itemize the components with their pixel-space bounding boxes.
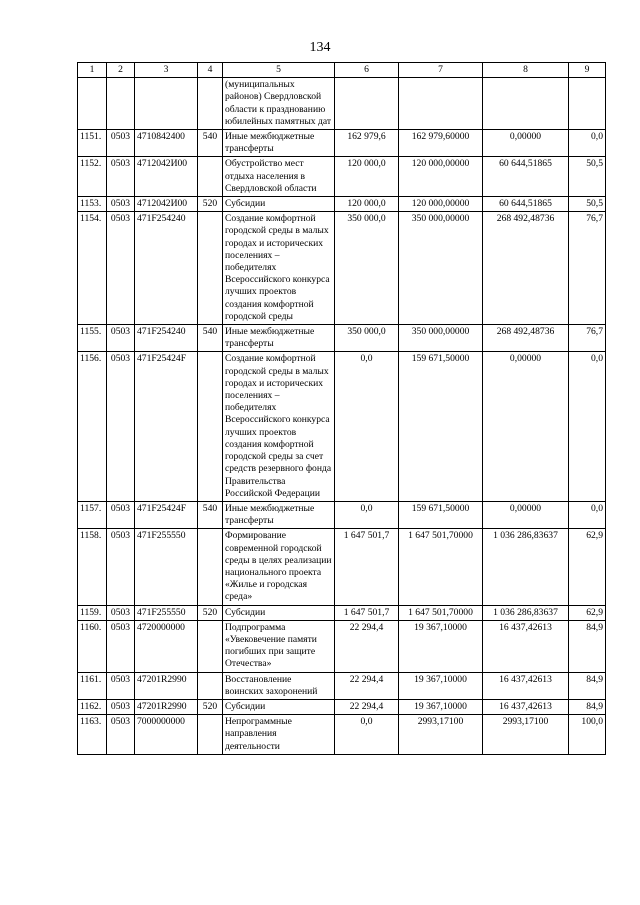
refined-amount-cell: 19 367,10000 — [399, 672, 483, 699]
section-code-cell: 0503 — [107, 605, 135, 620]
expense-type-cell — [198, 715, 223, 755]
table-row — [78, 605, 606, 620]
row-number-cell: 1161. — [78, 672, 107, 699]
refined-amount-cell: 120 000,00000 — [399, 157, 483, 197]
row-number-cell — [78, 78, 107, 130]
expense-type-cell — [198, 157, 223, 197]
row-number-cell: 1153. — [78, 197, 107, 212]
target-article-cell: 471F255550 — [135, 529, 198, 605]
expense-type-cell: 540 — [198, 130, 223, 157]
expense-type-cell: 520 — [198, 197, 223, 212]
target-article-cell: 471F25424F — [135, 501, 198, 528]
expense-type-cell — [198, 352, 223, 501]
item-name-cell: Субсидии — [223, 605, 335, 620]
approved-amount-cell: 1 647 501,7 — [335, 605, 399, 620]
column-header: 7 — [399, 63, 483, 78]
execution-percent-cell: 76,7 — [569, 325, 606, 352]
execution-percent-cell: 84,9 — [569, 672, 606, 699]
target-article-cell: 471F254240 — [135, 212, 198, 325]
execution-percent-cell: 84,9 — [569, 620, 606, 672]
section-code-cell — [107, 78, 135, 130]
executed-amount-cell: 60 644,51865 — [483, 157, 569, 197]
executed-amount-cell: 2993,17100 — [483, 715, 569, 755]
execution-percent-cell: 0,0 — [569, 130, 606, 157]
approved-amount-cell: 0,0 — [335, 715, 399, 755]
target-article-cell: 4712042И00 — [135, 197, 198, 212]
budget-table — [77, 62, 606, 755]
executed-amount-cell: 16 437,42613 — [483, 620, 569, 672]
approved-amount-cell — [335, 78, 399, 130]
table-row — [78, 78, 606, 130]
column-header: 9 — [569, 63, 606, 78]
target-article-cell: 4720000000 — [135, 620, 198, 672]
section-code-cell: 0503 — [107, 212, 135, 325]
refined-amount-cell: 350 000,00000 — [399, 212, 483, 325]
executed-amount-cell — [483, 78, 569, 130]
executed-amount-cell: 0,00000 — [483, 352, 569, 501]
executed-amount-cell: 1 036 286,83637 — [483, 529, 569, 605]
target-article-cell: 471F25424F — [135, 352, 198, 501]
execution-percent-cell: 84,9 — [569, 699, 606, 714]
executed-amount-cell: 16 437,42613 — [483, 699, 569, 714]
table-row — [78, 501, 606, 528]
executed-amount-cell: 16 437,42613 — [483, 672, 569, 699]
execution-percent-cell: 100,0 — [569, 715, 606, 755]
expense-type-cell: 520 — [198, 605, 223, 620]
table-row — [78, 325, 606, 352]
executed-amount-cell: 268 492,48736 — [483, 212, 569, 325]
row-number-cell: 1156. — [78, 352, 107, 501]
column-header: 3 — [135, 63, 198, 78]
section-code-cell: 0503 — [107, 672, 135, 699]
table-row — [78, 620, 606, 672]
approved-amount-cell: 22 294,4 — [335, 620, 399, 672]
execution-percent-cell: 62,9 — [569, 605, 606, 620]
row-number-cell: 1157. — [78, 501, 107, 528]
item-name-cell: Создание комфортной городской среды в малых городах и исторических поселениях – победителях Всероссийского конкурса лучших проектов создания комфортной городской среды — [223, 212, 335, 325]
section-code-cell: 0503 — [107, 157, 135, 197]
target-article-cell: 471F255550 — [135, 605, 198, 620]
approved-amount-cell: 120 000,0 — [335, 157, 399, 197]
executed-amount-cell: 60 644,51865 — [483, 197, 569, 212]
expense-type-cell: 540 — [198, 501, 223, 528]
execution-percent-cell: 50,5 — [569, 197, 606, 212]
row-number-cell: 1152. — [78, 157, 107, 197]
row-number-cell: 1159. — [78, 605, 107, 620]
column-header: 8 — [483, 63, 569, 78]
target-article-cell: 47201R2990 — [135, 699, 198, 714]
expense-type-cell — [198, 672, 223, 699]
item-name-cell: Иные межбюджетные трансферты — [223, 501, 335, 528]
refined-amount-cell: 350 000,00000 — [399, 325, 483, 352]
table-body — [78, 78, 606, 755]
table-row — [78, 352, 606, 501]
target-article-cell: 47201R2990 — [135, 672, 198, 699]
refined-amount-cell: 162 979,60000 — [399, 130, 483, 157]
approved-amount-cell: 350 000,0 — [335, 325, 399, 352]
item-name-cell: Обустройство мест отдыха населения в Свердловской области — [223, 157, 335, 197]
target-article-cell: 471F254240 — [135, 325, 198, 352]
section-code-cell: 0503 — [107, 715, 135, 755]
column-header: 5 — [223, 63, 335, 78]
item-name-cell: Иные межбюджетные трансферты — [223, 130, 335, 157]
row-number-cell: 1155. — [78, 325, 107, 352]
refined-amount-cell: 159 671,50000 — [399, 501, 483, 528]
item-name-cell: Создание комфортной городской среды в малых городах и исторических поселениях – победителях Всероссийского конкурса лучших проектов создания комфортной городской среды за счет средств резервного фонда Правительства Российской Федерации — [223, 352, 335, 501]
section-code-cell: 0503 — [107, 130, 135, 157]
expense-type-cell — [198, 620, 223, 672]
refined-amount-cell: 19 367,10000 — [399, 620, 483, 672]
section-code-cell: 0503 — [107, 501, 135, 528]
execution-percent-cell: 0,0 — [569, 501, 606, 528]
executed-amount-cell: 1 036 286,83637 — [483, 605, 569, 620]
expense-type-cell: 520 — [198, 699, 223, 714]
approved-amount-cell: 0,0 — [335, 352, 399, 501]
approved-amount-cell: 162 979,6 — [335, 130, 399, 157]
item-name-cell: Субсидии — [223, 197, 335, 212]
section-code-cell: 0503 — [107, 352, 135, 501]
table-row — [78, 157, 606, 197]
row-number-cell: 1151. — [78, 130, 107, 157]
executed-amount-cell: 268 492,48736 — [483, 325, 569, 352]
table-row — [78, 715, 606, 755]
section-code-cell: 0503 — [107, 325, 135, 352]
expense-type-cell: 540 — [198, 325, 223, 352]
table-row — [78, 197, 606, 212]
refined-amount-cell: 1 647 501,70000 — [399, 529, 483, 605]
target-article-cell: 7000000000 — [135, 715, 198, 755]
section-code-cell: 0503 — [107, 620, 135, 672]
section-code-cell: 0503 — [107, 529, 135, 605]
approved-amount-cell: 22 294,4 — [335, 672, 399, 699]
item-name-cell: Восстановление воинских захоронений — [223, 672, 335, 699]
expense-type-cell — [198, 529, 223, 605]
approved-amount-cell: 350 000,0 — [335, 212, 399, 325]
target-article-cell: 4710842400 — [135, 130, 198, 157]
item-name-cell: (муниципальных районов) Свердловской области к празднованию юбилейных памятных дат — [223, 78, 335, 130]
table-row — [78, 672, 606, 699]
row-number-cell: 1158. — [78, 529, 107, 605]
executed-amount-cell: 0,00000 — [483, 130, 569, 157]
approved-amount-cell: 1 647 501,7 — [335, 529, 399, 605]
expense-type-cell — [198, 212, 223, 325]
approved-amount-cell: 120 000,0 — [335, 197, 399, 212]
approved-amount-cell: 0,0 — [335, 501, 399, 528]
row-number-cell: 1163. — [78, 715, 107, 755]
table-row — [78, 529, 606, 605]
item-name-cell: Иные межбюджетные трансферты — [223, 325, 335, 352]
section-code-cell: 0503 — [107, 197, 135, 212]
execution-percent-cell — [569, 78, 606, 130]
section-code-cell: 0503 — [107, 699, 135, 714]
table-row — [78, 212, 606, 325]
executed-amount-cell: 0,00000 — [483, 501, 569, 528]
item-name-cell: Формирование современной городской среды в целях реализации национального проекта «Жилье и городская среда» — [223, 529, 335, 605]
refined-amount-cell: 2993,17100 — [399, 715, 483, 755]
row-number-cell: 1162. — [78, 699, 107, 714]
refined-amount-cell: 159 671,50000 — [399, 352, 483, 501]
refined-amount-cell: 120 000,00000 — [399, 197, 483, 212]
execution-percent-cell: 62,9 — [569, 529, 606, 605]
column-header: 4 — [198, 63, 223, 78]
target-article-cell — [135, 78, 198, 130]
expense-type-cell — [198, 78, 223, 130]
table-header-row — [78, 63, 606, 78]
table-row — [78, 130, 606, 157]
item-name-cell: Подпрограмма «Увековечение памяти погибших при защите Отечества» — [223, 620, 335, 672]
row-number-cell: 1160. — [78, 620, 107, 672]
column-header: 1 — [78, 63, 107, 78]
page-number: 134 — [309, 40, 331, 55]
column-header: 2 — [107, 63, 135, 78]
refined-amount-cell: 19 367,10000 — [399, 699, 483, 714]
execution-percent-cell: 76,7 — [569, 212, 606, 325]
execution-percent-cell: 0,0 — [569, 352, 606, 501]
item-name-cell: Непрограммные направления деятельности — [223, 715, 335, 755]
approved-amount-cell: 22 294,4 — [335, 699, 399, 714]
item-name-cell: Субсидии — [223, 699, 335, 714]
table-row — [78, 699, 606, 714]
target-article-cell: 4712042И00 — [135, 157, 198, 197]
column-header: 6 — [335, 63, 399, 78]
refined-amount-cell — [399, 78, 483, 130]
refined-amount-cell: 1 647 501,70000 — [399, 605, 483, 620]
execution-percent-cell: 50,5 — [569, 157, 606, 197]
row-number-cell: 1154. — [78, 212, 107, 325]
